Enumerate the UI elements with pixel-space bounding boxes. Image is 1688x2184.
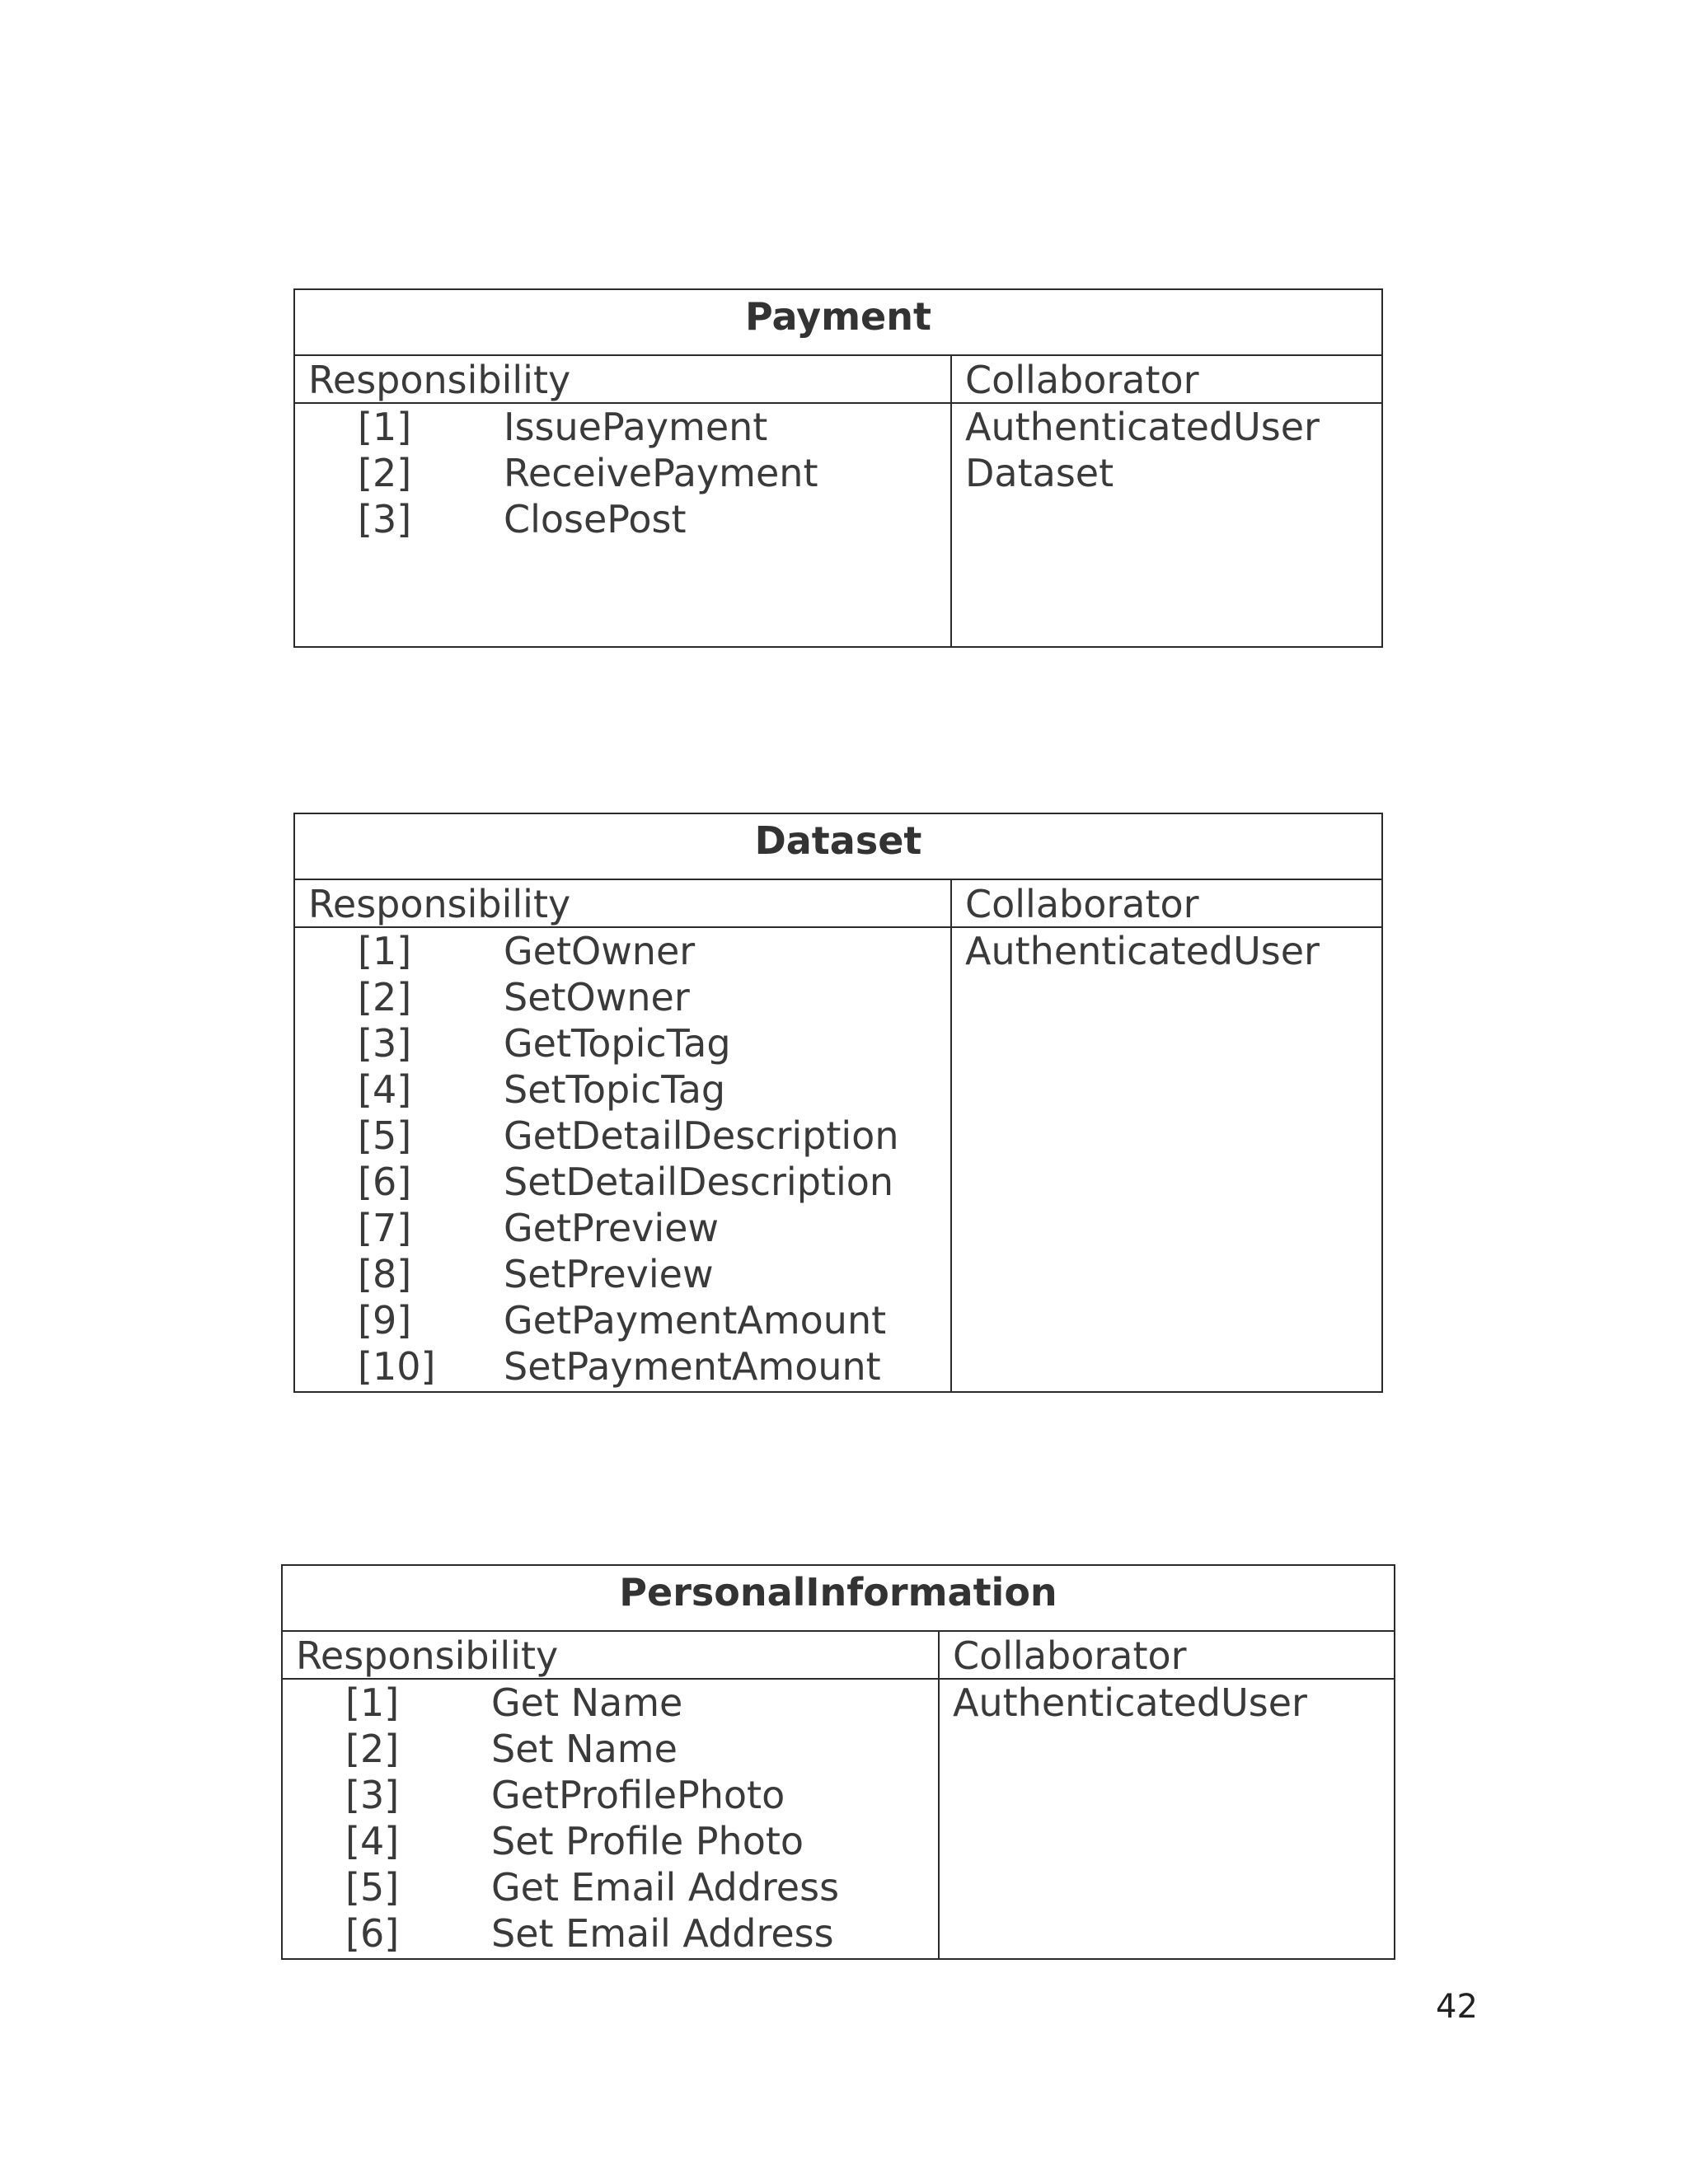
item-name: ClosePost — [504, 497, 687, 541]
responsibility-item — [295, 928, 950, 974]
item-number: [1] — [345, 1680, 400, 1725]
card-header-row — [295, 880, 1381, 928]
crc-card-personal-information — [281, 1564, 1395, 1960]
card-body — [295, 404, 1381, 646]
collaborator-item: AuthenticatedUser — [965, 929, 1320, 973]
item-name: Set Name — [491, 1727, 678, 1771]
item-name: GetPreview — [504, 1206, 720, 1250]
card-body — [295, 928, 1381, 1391]
page-number: 42 — [1436, 1988, 1478, 2026]
responsibility-list — [295, 928, 952, 1391]
item-number: [4] — [345, 1819, 400, 1863]
item-number: [2] — [358, 451, 412, 495]
item-name: SetTopicTag — [504, 1067, 726, 1112]
item-number: [1] — [358, 405, 412, 449]
item-number: [3] — [345, 1773, 400, 1817]
item-number: [6] — [345, 1911, 400, 1956]
collaborator-header: Collaborator — [953, 1633, 1187, 1678]
item-name: SetDetailDescription — [504, 1160, 894, 1204]
crc-card-payment — [293, 288, 1383, 648]
item-number: [4] — [358, 1067, 412, 1112]
card-header-row — [283, 1632, 1394, 1680]
responsibility-list — [295, 404, 952, 646]
item-name: ReceivePayment — [504, 451, 818, 495]
item-name: SetOwner — [504, 975, 690, 1019]
item-name: Set Email Address — [491, 1911, 834, 1956]
collaborator-item: AuthenticatedUser — [965, 405, 1320, 449]
responsibility-item — [295, 1297, 950, 1343]
collaborator-list — [952, 928, 1320, 1391]
item-name: Set Profile Photo — [491, 1819, 804, 1863]
responsibility-item — [295, 1066, 950, 1113]
item-number: [5] — [358, 1113, 412, 1158]
responsibility-item — [283, 1818, 938, 1864]
responsibility-header: Responsibility — [295, 356, 952, 402]
item-name: GetDetailDescription — [504, 1113, 899, 1158]
item-number: [3] — [358, 497, 412, 541]
card-header-row — [295, 356, 1381, 404]
card-title: Payment — [295, 290, 1381, 356]
responsibility-item — [295, 1343, 950, 1390]
item-number: [3] — [358, 1021, 412, 1066]
card-title: Dataset — [295, 814, 1381, 880]
item-name: GetPaymentAmount — [504, 1298, 887, 1343]
responsibility-list — [283, 1680, 940, 1958]
responsibility-header: Responsibility — [295, 880, 952, 926]
responsibility-item — [295, 1251, 950, 1297]
crc-card-dataset — [293, 813, 1383, 1393]
responsibility-item — [283, 1772, 938, 1818]
responsibility-item — [295, 404, 950, 450]
responsibility-item — [295, 974, 950, 1020]
collaborator-list — [940, 1680, 1307, 1958]
item-number: [1] — [358, 929, 412, 973]
responsibility-item — [283, 1910, 938, 1957]
item-number: [5] — [345, 1865, 400, 1910]
item-name: GetTopicTag — [504, 1021, 731, 1066]
item-number: [8] — [358, 1252, 412, 1296]
item-number: [6] — [358, 1160, 412, 1204]
responsibility-item — [295, 450, 950, 496]
responsibility-item — [295, 496, 950, 542]
item-number: [9] — [358, 1298, 412, 1343]
responsibility-item — [295, 1020, 950, 1066]
responsibility-item — [295, 1159, 950, 1205]
collaborator-header: Collaborator — [965, 882, 1199, 926]
item-name: GetOwner — [504, 929, 696, 973]
item-number: [2] — [345, 1727, 400, 1771]
collaborator-header: Collaborator — [965, 358, 1199, 402]
collaborator-item: Dataset — [965, 451, 1114, 495]
responsibility-item — [283, 1726, 938, 1772]
item-name: SetPreview — [504, 1252, 714, 1296]
responsibility-header: Responsibility — [283, 1632, 940, 1678]
responsibility-item — [295, 1113, 950, 1159]
card-title: PersonalInformation — [283, 1566, 1394, 1632]
collaborator-item: AuthenticatedUser — [953, 1680, 1307, 1725]
item-name: Get Email Address — [491, 1865, 840, 1910]
item-name: GetProfilePhoto — [491, 1773, 785, 1817]
item-name: IssuePayment — [504, 405, 768, 449]
collaborator-list — [952, 404, 1320, 646]
responsibility-item — [295, 1205, 950, 1251]
item-number: [10] — [358, 1344, 436, 1389]
item-number: [2] — [358, 975, 412, 1019]
item-number: [7] — [358, 1206, 412, 1250]
responsibility-item — [283, 1680, 938, 1726]
card-body — [283, 1680, 1394, 1958]
responsibility-item — [283, 1864, 938, 1910]
item-name: Get Name — [491, 1680, 683, 1725]
item-name: SetPaymentAmount — [504, 1344, 881, 1389]
